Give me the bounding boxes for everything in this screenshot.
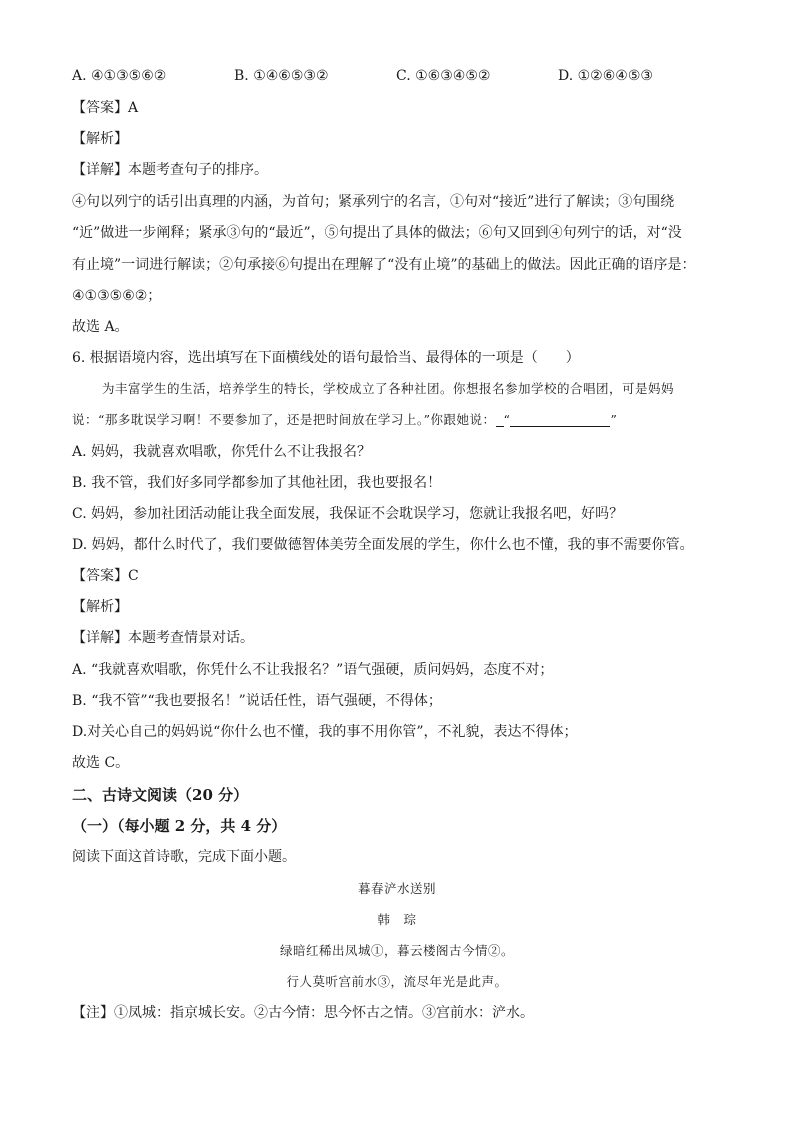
q6-choice: 故选 C。 [72,755,130,771]
poem-author: 韩 琮 [377,912,417,927]
q6-stem: 6. 根据语境内容，选出填写在下面横线处的语句最恰当、最得体的一项是（ ） [72,350,580,366]
q6-detail: 【详解】本题考查情景对话。 [72,630,254,646]
q6-answer: 【答案】C [72,568,139,584]
q5-option-a: A. ④①③⑤⑥② [72,68,167,84]
q6-quote-open: “ [503,412,511,427]
q5-answer: 【答案】A [72,100,139,116]
q6-context-line-2 [72,411,734,429]
q5-choice: 故选 A。 [72,319,129,335]
q6-quote-close: ” [610,412,618,427]
q5-options-row [72,67,734,85]
q6-option-b: B. 我不管，我们好多同学都参加了其他社团，我也要报名！ [72,475,442,491]
reading-instruction: 阅读下面这首诗歌，完成下面小题。 [72,849,296,865]
q6-explanation-b: B. “我不管”“我也要报名！”说话任性，语气强硬，不得体； [72,693,442,709]
poem-line-1: 绿暗红稀出凤城①，暮云楼阁古今情②。 [279,943,514,958]
q6-option-c: C. 妈妈，参加社团活动能让我全面发展，我保证不会耽误学习，您就让我报名吧，好吗？ [72,506,624,522]
q6-explanation-a: A. “我就喜欢唱歌，你凭什么不让我报名？”语气强硬，质问妈妈，态度不对； [72,662,554,678]
q5-option-c: C. ①⑥③④⑤② [396,68,491,84]
q6-option-d: D. 妈妈，都什么时代了，我们要做德智体美劳全面发展的学生，你什么也不懂，我的事不需要你管。 [72,537,694,553]
q5-detail: 【详解】本题考查句子的排序。 [72,162,268,178]
q5-option-b: B. ①④⑥⑤③② [234,68,329,84]
subsection-heading: （一）（每小题 2 分，共 4 分） [72,817,287,835]
q6-context-line-1: 为丰富学生的生活，培养学生的特长，学校成立了各种社团。你想报名参加学校的合唱团，可是妈妈 [102,381,675,396]
q5-explanation-line-4: ④①③⑤⑥②； [72,288,162,304]
section-heading: 二、古诗文阅读（20 分） [72,786,249,804]
q6-explanation-d: D.对关心自己的妈妈说“你什么也不懂，我的事不用你管”，不礼貌，表达不得体； [72,724,578,740]
poem-notes: 【注】①凤城：指京城长安。②古今情：思今怀古之情。③宫前水：浐水。 [72,1005,534,1021]
poem-title: 暮春浐水送别 [357,881,436,896]
q5-explanation-line-1: ④句以列宁的话引出真理的内涵，为首句；紧承列宁的名言，①句对“接近”进行了解读；③句围绕 [72,194,675,210]
q6-option-a: A. 妈妈，我就喜欢唱歌，你凭什么不让我报名？ [72,444,372,460]
q6-context-text: 说：“那多耽误学习啊！不要参加了，还是把时间放在学习上。”你跟她说： [72,412,496,427]
poem-line-2: 行人莫听宫前水③，流尽年光是此声。 [286,974,508,989]
q5-option-d: D. ①②⑥④⑤③ [558,68,653,84]
q5-explanation-line-2: “近”做进一步阐释；紧承③句的“最近”，⑤句提出了具体的做法；⑥句又回到④句列宁的话，对“没 [72,225,682,241]
q6-analysis-label: 【解析】 [72,599,128,615]
answer-blank [510,412,610,427]
q5-analysis-label: 【解析】 [72,131,128,147]
q5-explanation-line-3: 有止境”一词进行解读；②句承接⑥句提出在理解了“没有止境”的基础上的做法。因此正确的语序是： [72,257,696,273]
blank-underline-lead [496,412,504,427]
